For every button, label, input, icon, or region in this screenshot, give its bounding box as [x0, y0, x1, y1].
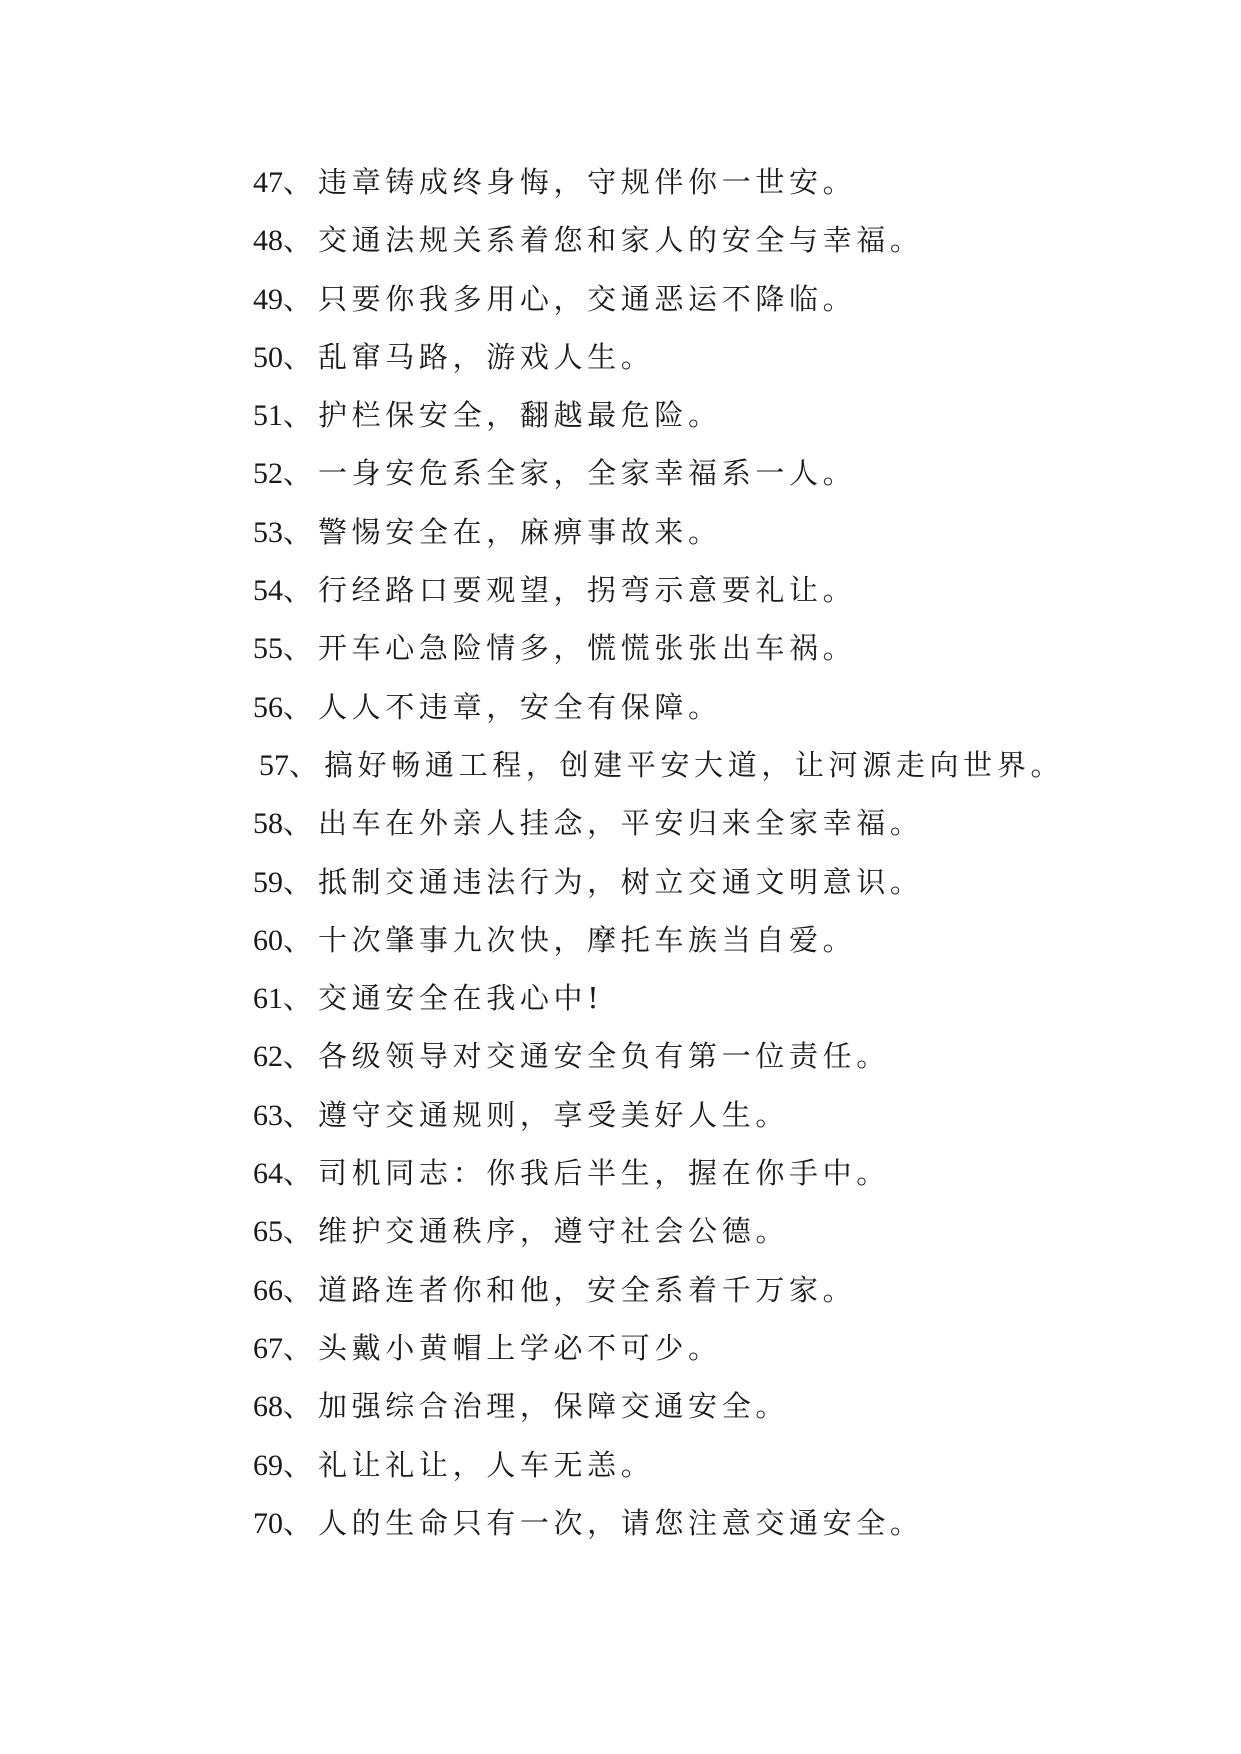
item-text: 遵守交通规则，享受美好人生。: [318, 1097, 789, 1132]
list-item: [253, 1326, 1064, 1384]
item-separator: 、: [283, 922, 313, 957]
item-text: 人人不违章，安全有保障。: [318, 689, 722, 724]
item-text: 出车在外亲人挂念，平安归来全家幸福。: [318, 806, 924, 841]
item-separator: 、: [283, 514, 313, 549]
item-text: 一身安危系全家，全家幸福系一人。: [318, 456, 857, 491]
item-separator: 、: [283, 689, 313, 724]
list-item: [253, 918, 1064, 976]
item-separator: 、: [283, 1214, 313, 1249]
item-number: 52: [253, 457, 283, 491]
list-item: [253, 743, 1064, 801]
item-text: 各级领导对交通安全负有第一位责任。: [318, 1039, 890, 1074]
item-number: 58: [253, 807, 283, 841]
item-separator: 、: [283, 398, 313, 433]
item-text: 乱窜马路，游戏人生。: [318, 339, 655, 374]
list-item: [253, 860, 1064, 918]
list-item: [253, 626, 1064, 684]
item-number: 55: [253, 632, 283, 666]
list-item: [253, 1034, 1064, 1092]
item-separator: 、: [283, 1039, 313, 1074]
item-number: 69: [253, 1448, 283, 1482]
item-number: 47: [253, 166, 283, 199]
item-text: 司机同志：你我后半生，握在你手中。: [318, 1156, 890, 1191]
item-separator: 、: [283, 573, 313, 608]
item-number: 62: [253, 1040, 283, 1074]
item-text: 开车心急险情多，慌慌张张出车祸。: [318, 631, 857, 666]
item-number: 57: [259, 748, 289, 782]
item-separator: 、: [283, 1097, 313, 1132]
item-number: 60: [253, 923, 283, 957]
item-separator: 、: [283, 1156, 313, 1191]
item-number: 50: [253, 340, 283, 374]
item-number: 61: [253, 982, 283, 1016]
list-item: [253, 1501, 1064, 1559]
item-text: 违章铸成终身悔，守规伴你一世安。: [318, 165, 857, 199]
item-number: 63: [253, 1098, 283, 1132]
list-item: [253, 510, 1064, 568]
list-item: [253, 1209, 1064, 1267]
item-separator: 、: [283, 631, 313, 666]
item-number: 70: [253, 1506, 283, 1540]
item-text: 头戴小黄帽上学必不可少。: [318, 1330, 722, 1365]
item-text: 只要你我多用心，交通恶运不降临。: [318, 281, 857, 316]
list-item: [253, 277, 1064, 335]
item-text: 搞好畅通工程，创建平安大道，让河源走向世界。: [324, 747, 1065, 782]
list-item: [253, 451, 1064, 509]
list-item: [253, 1443, 1064, 1501]
list-item: [253, 685, 1064, 743]
item-number: 59: [253, 865, 283, 899]
item-number: 53: [253, 515, 283, 549]
item-separator: 、: [283, 1389, 313, 1424]
list-item: [253, 568, 1064, 626]
list-item: [253, 1151, 1064, 1209]
item-separator: 、: [283, 864, 313, 899]
list-item: [253, 335, 1064, 393]
item-number: 49: [253, 282, 283, 316]
item-text: 加强综合治理，保障交通安全。: [318, 1389, 789, 1424]
item-text: 人的生命只有一次，请您注意交通安全。: [318, 1505, 924, 1540]
item-number: 66: [253, 1273, 283, 1307]
item-number: 56: [253, 690, 283, 724]
item-number: 67: [253, 1331, 283, 1365]
item-number: 51: [253, 399, 283, 433]
item-text: 道路连者你和他，安全系着千万家。: [318, 1272, 857, 1307]
item-separator: 、: [283, 1330, 313, 1365]
item-separator: 、: [283, 165, 313, 199]
list-item: [253, 801, 1064, 859]
item-separator: 、: [283, 339, 313, 374]
list-item: [253, 1384, 1064, 1442]
list-item: [253, 393, 1064, 451]
list-item: [253, 160, 1064, 218]
slogan-list: [253, 160, 1064, 1559]
list-item: [253, 218, 1064, 276]
item-number: 65: [253, 1215, 283, 1249]
item-separator: 、: [283, 1447, 313, 1482]
list-item: [253, 1093, 1064, 1151]
item-text: 礼让礼让，人车无恙。: [318, 1447, 655, 1482]
item-number: 54: [253, 574, 283, 608]
item-number: 68: [253, 1390, 283, 1424]
item-number: 64: [253, 1157, 283, 1191]
item-separator: 、: [283, 456, 313, 491]
list-item: [253, 1268, 1064, 1326]
item-separator: 、: [283, 281, 313, 316]
item-separator: 、: [283, 223, 313, 258]
item-text: 交通法规关系着您和家人的安全与幸福。: [318, 223, 924, 258]
item-text: 行经路口要观望，拐弯示意要礼让。: [318, 573, 857, 608]
item-separator: 、: [283, 981, 313, 1016]
item-text: 维护交通秩序，遵守社会公德。: [318, 1214, 789, 1249]
list-item: [253, 976, 1064, 1034]
item-text: 交通安全在我心中!: [318, 981, 604, 1016]
item-text: 抵制交通违法行为，树立交通文明意识。: [318, 864, 924, 899]
item-text: 警惕安全在，麻痹事故来。: [318, 514, 722, 549]
item-number: 48: [253, 224, 283, 258]
item-separator: 、: [283, 1505, 313, 1540]
item-separator: 、: [283, 806, 313, 841]
item-text: 十次肇事九次快，摩托车族当自爱。: [318, 922, 857, 957]
item-separator: 、: [289, 747, 319, 782]
item-separator: 、: [283, 1272, 313, 1307]
item-text: 护栏保安全，翻越最危险。: [318, 398, 722, 433]
